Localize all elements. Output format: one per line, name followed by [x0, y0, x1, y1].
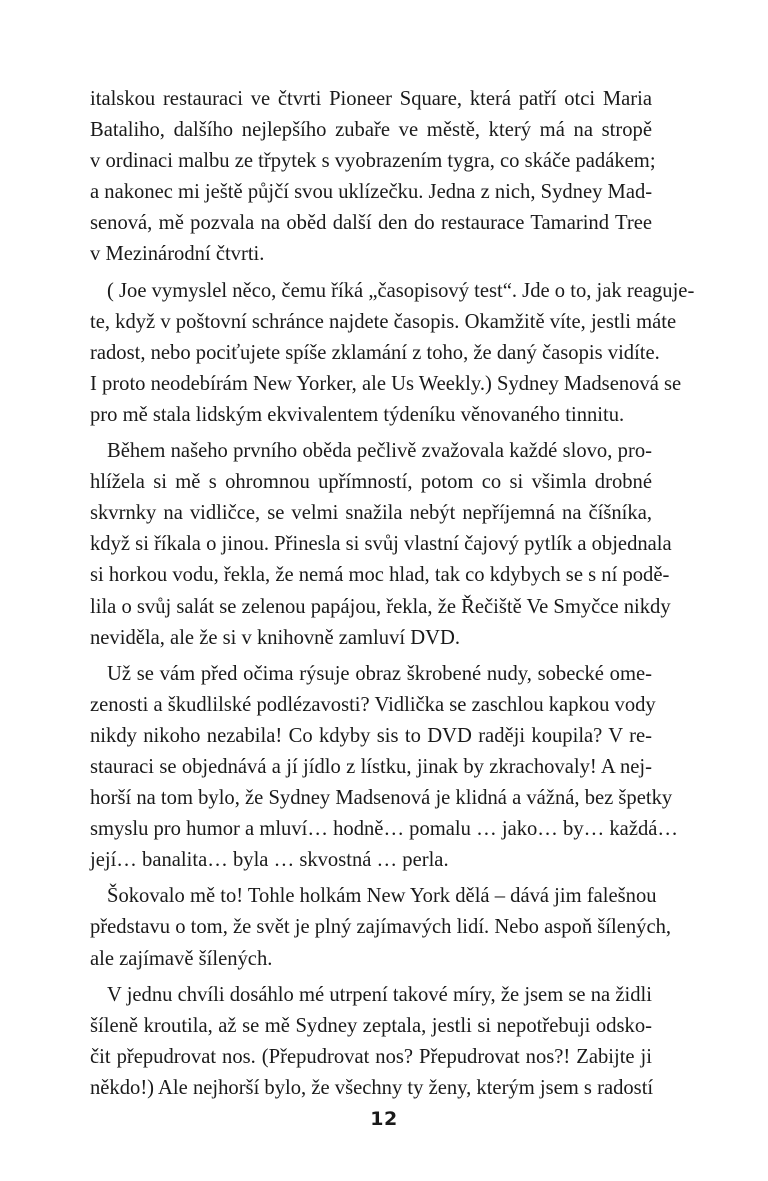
text-line: ( Joe vymyslel něco, čemu říká „časopisový test“. Jde o to, jak reaguje- [107, 279, 695, 302]
text-line: Už se vám před očima rýsuje obraz škrobené nudy, sobecké ome- [107, 662, 652, 685]
text-line: zenosti a škudlilské podlézavosti? Vidlička se zaschlou kapkou vody [90, 693, 656, 716]
text-line: lila o svůj salát se zelenou papájou, řekla, že Řečiště Ve Smyčce nikdy [90, 595, 671, 618]
text-line: smyslu pro humor a mluví… hodně… pomalu … jako… by… každá… [90, 818, 678, 841]
text-line: si horkou vodu, řekla, že nemá moc hlad, tak co kdybych se s ní podě- [90, 564, 670, 587]
text-line: hlížela si mě s ohromnou upřímností, potom co si všimla drobné [90, 471, 652, 494]
text-line: představu o tom, že svět je plný zajímavých lidí. Nebo aspoň šílených, [90, 916, 672, 939]
text-line: když si říkala o jinou. Přinesla si svůj vlastní čajový pytlík a objednala [90, 533, 672, 556]
text-line: stauraci se objednává a jí jídlo z lístku, jinak by zkrachovaly! A nej- [90, 755, 652, 778]
paragraph [90, 436, 672, 654]
text-line: čit přepudrovat nos. (Přepudrovat nos? Přepudrovat nos?! Zabijte ji [90, 1045, 652, 1068]
body-text [90, 84, 695, 1104]
page-number: 12 [370, 1108, 398, 1130]
text-line: Šokovalo mě to! Tohle holkám New York dělá – dává jim falešnou [107, 885, 657, 908]
text-line: skvrnky na vidličce, se velmi snažila nebýt nepříjemná na číšníka, [90, 502, 652, 525]
paragraph [90, 659, 678, 877]
text-line: I proto neodebírám New Yorker, ale Us Weekly.) Sydney Madsenová se [90, 372, 682, 395]
text-line: Během našeho prvního oběda pečlivě zvažovala každé slovo, pro- [107, 440, 652, 463]
text-line: a nakonec mi ještě půjčí svou uklízečku. Jedna z nich, Sydney Mad- [90, 181, 653, 204]
text-line: neviděla, ale že si v knihovně zamluví DVD. [90, 626, 461, 649]
text-line: horší na tom bylo, že Sydney Madsenová je klidná a vážná, bez špetky [90, 787, 673, 810]
text-line: V jednu chvíli dosáhlo mé utrpení takové míry, že jsem se na židli [107, 983, 652, 1006]
paragraph [90, 881, 672, 974]
text-line: nikdy nikoho nezabila! Co kdyby sis to DVD raději koupila? V re- [90, 724, 652, 747]
text-line: v ordinaci malbu ze třpytek s vyobrazením tygra, co skáče padákem; [90, 150, 656, 173]
text-line: italskou restauraci ve čtvrti Pioneer Square, která patří otci Maria [90, 88, 652, 110]
text-line: ale zajímavě šílených. [90, 947, 273, 970]
text-line: radost, nebo pociťujete spíše zklamání z toho, že daný časopis vidíte. [90, 341, 660, 364]
paragraph [90, 84, 656, 271]
text-line: někdo!) Ale nejhorší bylo, že všechny ty ženy, kterým jsem s radostí [90, 1076, 654, 1099]
text-line: te, když v poštovní schránce najdete časopis. Okamžitě víte, jestli máte [90, 310, 677, 333]
text-line: Bataliho, dalšího nejlepšího zubaře ve městě, který má na stropě [90, 119, 652, 142]
text-line: její… banalita… byla … skvostná … perla. [90, 849, 449, 872]
paragraph [90, 276, 695, 431]
text-line: šíleně kroutila, až se mě Sydney zeptala, jestli si nepotřebuji odsko- [90, 1014, 652, 1037]
text-line: pro mě stala lidským ekvivalentem týdeníku věnovaného tinnitu. [90, 403, 625, 426]
text-line: senová, mě pozvala na oběd další den do restaurace Tamarind Tree [90, 212, 652, 235]
paragraph [90, 980, 652, 1104]
text-line: v Mezinárodní čtvrti. [90, 243, 265, 266]
